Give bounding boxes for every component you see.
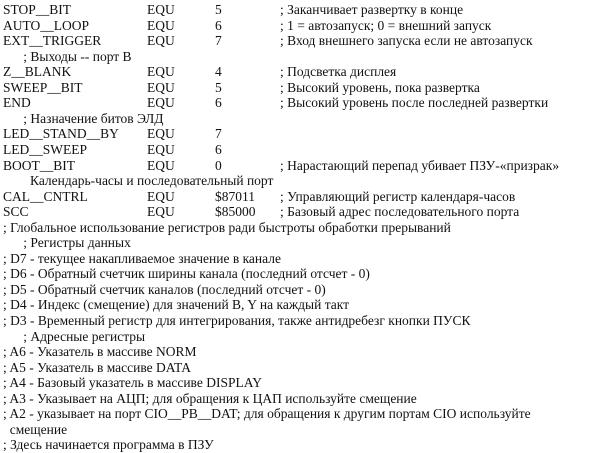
directive: EQU	[147, 17, 175, 33]
listing-line	[0, 374, 600, 391]
comment: ; Вход внешнего запуска если не автозапуск	[280, 33, 533, 49]
comment-line: ; Выходы -- порт B	[3, 48, 132, 64]
listing-line	[0, 219, 600, 236]
comment: ; Заканчивает развертку в конце	[280, 2, 464, 17]
listing-line	[0, 343, 600, 360]
directive: EQU	[147, 157, 175, 173]
directive: EQU	[147, 142, 175, 157]
comment: ; Высокий уровень после последней развертки	[280, 95, 549, 111]
directive: EQU	[147, 33, 175, 49]
comment-line: ; D6 - Обратный счетчик ширины канала (последний отсчет - 0)	[3, 266, 370, 282]
symbol-name: LED__STAND__BY	[3, 126, 119, 142]
directive: EQU	[147, 2, 175, 17]
listing-line	[0, 203, 600, 220]
listing-line	[0, 359, 600, 376]
operand-value: 7	[215, 126, 222, 142]
directive: EQU	[147, 126, 175, 142]
symbol-name: EXT__TRIGGER	[3, 33, 102, 49]
directive: EQU	[147, 79, 175, 95]
listing-line	[0, 405, 600, 422]
listing-line	[0, 436, 600, 453]
comment-line: ; A6 - Указатель в массиве NORM	[3, 344, 197, 360]
comment-line: ; A2 - указывает на порт CIO__PB__DAT; для обращения к другим портам CIO используйте	[3, 406, 531, 422]
listing-line	[0, 172, 600, 189]
comment: ; Нарастающий перепад убивает ПЗУ-«призрак»	[280, 157, 560, 173]
operand-value: $87011	[215, 188, 255, 204]
listing-line	[0, 94, 600, 111]
operand-value: 6	[215, 142, 222, 157]
listing-line	[0, 390, 600, 407]
listing-line	[0, 17, 600, 34]
listing-line	[0, 157, 600, 174]
comment-line: смещение	[3, 421, 68, 437]
operand-value: 0	[215, 157, 222, 173]
directive: EQU	[147, 204, 175, 220]
listing-line	[0, 48, 600, 65]
symbol-name: SCC	[3, 204, 29, 220]
directive: EQU	[147, 95, 175, 111]
listing-line	[0, 281, 600, 298]
symbol-name: Z__BLANK	[3, 64, 72, 80]
symbol-name: END	[3, 95, 31, 111]
listing-line	[0, 110, 600, 127]
comment-line: ; Регистры данных	[3, 235, 131, 251]
comment-line: ; Здесь начинается программа в ПЗУ	[3, 437, 214, 453]
listing-line	[0, 250, 600, 267]
comment-line: ; D5 - Обратный счетчик каналов (последний отсчет - 0)	[3, 281, 326, 297]
operand-value: 5	[215, 2, 222, 17]
comment-line: ; Глобальное использование регистров ради быстроты обработки прерываний	[3, 219, 451, 235]
comment-line: ; Адресные регистры	[3, 328, 146, 344]
operand-value: 7	[215, 33, 222, 49]
symbol-name: CAL__CNTRL	[3, 188, 88, 204]
symbol-name: AUTO__LOOP	[3, 17, 90, 33]
listing-line	[0, 421, 600, 438]
operand-value: 6	[215, 95, 222, 111]
operand-value: 5	[215, 79, 222, 95]
comment-line: Календарь-часы и последовательный порт	[3, 173, 274, 189]
listing-line	[0, 312, 600, 329]
comment-line: ; D4 - Индекс (смещение) для значений B, Y на каждый такт	[3, 297, 350, 313]
comment: ; Управляющий регистр календаря-часов	[280, 188, 516, 204]
listing-line	[0, 32, 600, 49]
operand-value: $85000	[215, 204, 256, 220]
comment: ; Базовый адрес последовательного порта	[280, 204, 520, 220]
operand-value: 6	[215, 17, 222, 33]
listing-line	[0, 63, 600, 80]
comment-line: ; D7 - текущее накапливаемое значение в канале	[3, 250, 281, 266]
listing-line	[0, 125, 600, 142]
listing-line	[0, 141, 600, 158]
listing-line	[0, 296, 600, 313]
listing-line	[0, 79, 600, 96]
listing-line	[0, 1, 600, 18]
comment-line: ; A3 - Указывает на АЦП; для обращения к ЦАП используйте смещение	[3, 390, 417, 406]
symbol-name: SWEEP__BIT	[3, 79, 83, 95]
comment-line: ; A4 - Базовый указатель в массиве DISPLAY	[3, 375, 262, 391]
listing-line	[0, 265, 600, 282]
symbol-name: LED__SWEEP	[3, 142, 87, 157]
comment: ; Подсветка дисплея	[280, 64, 397, 80]
operand-value: 4	[215, 64, 222, 80]
symbol-name: STOP__BIT	[3, 2, 72, 17]
symbol-name: BOOT__BIT	[3, 157, 75, 173]
directive: EQU	[147, 188, 175, 204]
comment: ; Высокий уровень, пока развертка	[280, 79, 480, 95]
directive: EQU	[147, 64, 175, 80]
comment: ; 1 = автозапуск; 0 = внешний запуск	[280, 17, 492, 33]
comment-line: ; A5 - Указатель в массиве DATA	[3, 359, 191, 375]
listing-line	[0, 234, 600, 251]
comment-line: ; Назначение битов ЭЛД	[3, 110, 164, 126]
comment-line: ; D3 - Временный регистр для интегрирования, также антидребезг кнопки ПУСК	[3, 313, 471, 328]
listing-line	[0, 188, 600, 205]
listing-line	[0, 328, 600, 345]
